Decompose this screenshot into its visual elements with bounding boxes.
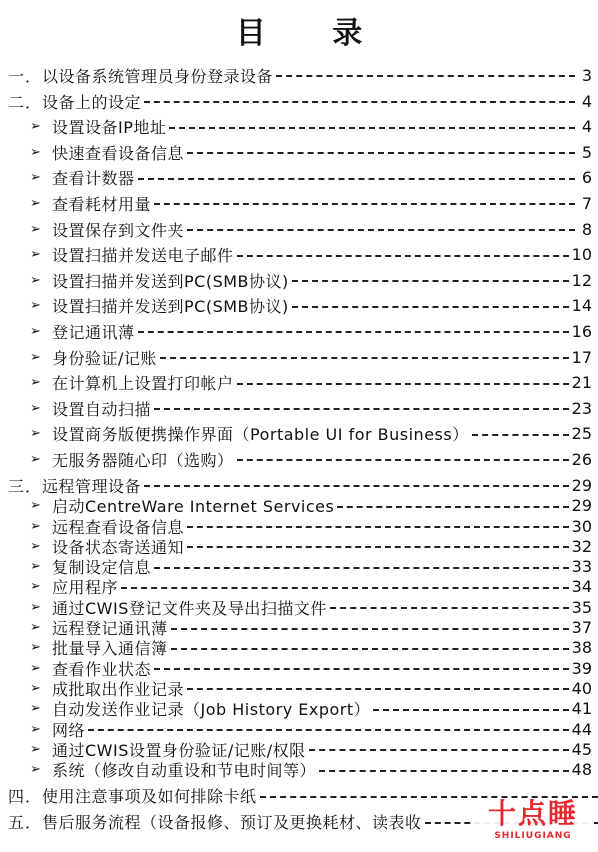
dot-leader bbox=[237, 383, 569, 385]
toc-page-number: 38 bbox=[571, 638, 592, 658]
toc-entry-label: 查看作业状态 bbox=[52, 659, 152, 679]
toc-entry-label: 查看计数器 bbox=[52, 169, 135, 189]
toc-page-number: 29 bbox=[571, 496, 592, 516]
chapter-number: 二． bbox=[8, 92, 43, 112]
toc-page-number: 39 bbox=[571, 658, 592, 678]
bullet-arrow-icon: ➢ bbox=[30, 323, 41, 339]
toc-item-row[interactable] bbox=[0, 218, 598, 240]
toc-page-number: 34 bbox=[571, 577, 592, 597]
dot-leader bbox=[187, 526, 569, 528]
dot-leader bbox=[337, 506, 568, 508]
toc-page-number: 4 bbox=[581, 117, 592, 137]
bullet-arrow-icon: ➢ bbox=[30, 400, 41, 416]
dot-leader bbox=[144, 485, 569, 487]
toc-page-number: 30 bbox=[571, 516, 592, 536]
toc-entry-label: 复制设定信息 bbox=[52, 558, 152, 578]
toc-entry-label: 启动CentreWare Internet Services bbox=[52, 497, 335, 517]
dot-leader bbox=[237, 255, 569, 257]
toc-item-row[interactable] bbox=[0, 320, 598, 342]
toc-item-row[interactable] bbox=[0, 556, 598, 578]
bullet-arrow-icon: ➢ bbox=[30, 701, 41, 717]
toc-page-number: 35 bbox=[571, 597, 592, 617]
toc-item-row[interactable] bbox=[0, 423, 598, 445]
toc-item-row[interactable] bbox=[0, 576, 598, 598]
toc-item-row[interactable] bbox=[0, 269, 598, 291]
toc-page-number: 17 bbox=[571, 347, 592, 367]
toc-page-number: 5 bbox=[581, 142, 592, 162]
toc-entry-label: 设置扫描并发送电子邮件 bbox=[52, 246, 234, 266]
bullet-arrow-icon: ➢ bbox=[30, 349, 41, 365]
toc-item-row[interactable] bbox=[0, 495, 598, 517]
toc-entry-label: 设置商务版便携操作界面（Portable UI for Business） bbox=[52, 425, 469, 445]
toc-page-number: 37 bbox=[571, 618, 592, 637]
toc-item-row[interactable] bbox=[0, 759, 598, 781]
dot-leader bbox=[373, 709, 569, 711]
toc-page-number: 25 bbox=[571, 424, 592, 444]
toc-item-row[interactable] bbox=[0, 244, 598, 266]
chapter-number: 四． bbox=[8, 787, 43, 807]
toc-entry-label: 设置扫描并发送到PC(SMB协议) bbox=[52, 271, 289, 291]
bullet-arrow-icon: ➢ bbox=[30, 272, 41, 288]
toc-entry-label: 网络 bbox=[52, 720, 86, 740]
toc-page-number: 12 bbox=[571, 270, 592, 290]
toc-entry-label: 在计算机上设置打印帐户 bbox=[52, 374, 234, 394]
toc-item-row[interactable] bbox=[0, 738, 598, 760]
toc-page-number: 14 bbox=[571, 296, 592, 316]
dot-leader bbox=[187, 152, 575, 154]
bullet-arrow-icon: ➢ bbox=[30, 680, 41, 696]
toc-entry-label: 批量导入通信簿 bbox=[52, 639, 168, 659]
dot-leader bbox=[319, 770, 569, 772]
toc-item-row[interactable] bbox=[0, 617, 598, 639]
dot-leader bbox=[187, 688, 569, 690]
toc-page-number: 6 bbox=[581, 168, 592, 188]
toc-item-row[interactable] bbox=[0, 515, 598, 537]
toc-entry-label: 查看耗材用量 bbox=[52, 194, 152, 214]
watermark-en-text: SHILIUGIANG bbox=[494, 831, 572, 841]
bullet-arrow-icon: ➢ bbox=[30, 579, 41, 595]
dot-leader bbox=[154, 203, 575, 205]
bullet-arrow-icon: ➢ bbox=[30, 721, 41, 737]
bullet-arrow-icon: ➢ bbox=[30, 195, 41, 211]
toc-item-row[interactable] bbox=[0, 535, 598, 557]
toc-item-row[interactable] bbox=[0, 397, 598, 419]
toc-page-number: 33 bbox=[571, 557, 592, 577]
toc-entry-label: 使用注意事项及如何排除卡纸 bbox=[42, 787, 257, 807]
toc-item-row[interactable] bbox=[0, 657, 598, 679]
chapter-number: 三． bbox=[8, 476, 43, 496]
dot-leader bbox=[169, 127, 575, 129]
bullet-arrow-icon: ➢ bbox=[30, 741, 41, 757]
toc-page-number: 21 bbox=[571, 373, 592, 393]
toc-entry-label: 远程查看设备信息 bbox=[52, 517, 185, 537]
toc-item-row[interactable] bbox=[0, 116, 598, 138]
bullet-arrow-icon: ➢ bbox=[30, 498, 41, 514]
dot-leader bbox=[154, 408, 569, 410]
toc-entry-label: 通过CWIS设置身份验证/记账/权限 bbox=[52, 740, 306, 760]
toc-item-row[interactable] bbox=[0, 718, 598, 740]
watermark-cn-text: 十点睡 bbox=[487, 797, 578, 830]
toc-entry-label: 设置扫描并发送到PC(SMB协议) bbox=[52, 297, 289, 317]
bullet-arrow-icon: ➢ bbox=[30, 144, 41, 160]
bullet-arrow-icon: ➢ bbox=[30, 538, 41, 554]
toc-entry-label: 通过CWIS登记文件夹及导出扫描文件 bbox=[52, 598, 327, 618]
toc-item-row[interactable] bbox=[0, 346, 598, 368]
bullet-arrow-icon: ➢ bbox=[30, 298, 41, 314]
toc-item-row[interactable] bbox=[0, 698, 598, 720]
toc-page-number: 41 bbox=[571, 699, 592, 719]
toc-page-number: 7 bbox=[581, 193, 592, 213]
toc-item-row[interactable] bbox=[0, 192, 598, 214]
toc-page-number: 16 bbox=[571, 321, 592, 341]
toc-entry-label: 设置设备IP地址 bbox=[52, 118, 167, 138]
dot-leader bbox=[154, 668, 569, 670]
toc-page-number: 3 bbox=[581, 65, 592, 85]
dot-leader bbox=[160, 357, 569, 359]
dot-leader bbox=[276, 75, 575, 77]
toc-entry-label: 设备上的设定 bbox=[42, 92, 142, 112]
bullet-arrow-icon: ➢ bbox=[30, 247, 41, 263]
toc-entry-label: 远程登记通讯薄 bbox=[52, 619, 168, 638]
toc-page-number: 23 bbox=[571, 398, 592, 418]
dot-leader bbox=[292, 280, 569, 282]
toc-item-row[interactable] bbox=[0, 167, 598, 189]
toc-chapter-row[interactable] bbox=[0, 90, 598, 112]
dot-leader bbox=[237, 459, 569, 461]
bullet-arrow-icon: ➢ bbox=[30, 599, 41, 615]
toc-item-row[interactable] bbox=[0, 448, 598, 470]
bullet-arrow-icon: ➢ bbox=[30, 640, 41, 656]
dot-leader bbox=[472, 434, 569, 436]
bullet-arrow-icon: ➢ bbox=[30, 221, 41, 237]
toc-entry-label: 无服务器随心印（选购） bbox=[52, 450, 234, 470]
toc-page-number: 29 bbox=[571, 475, 592, 495]
bullet-arrow-icon: ➢ bbox=[30, 375, 41, 391]
toc-item-row[interactable] bbox=[0, 372, 598, 394]
toc-item-row[interactable] bbox=[0, 637, 598, 659]
dot-leader bbox=[171, 648, 569, 650]
chapter-number: 一． bbox=[8, 66, 43, 86]
bullet-arrow-icon: ➢ bbox=[30, 119, 41, 135]
toc-item-row[interactable] bbox=[0, 677, 598, 699]
dot-leader bbox=[187, 546, 569, 548]
bullet-arrow-icon: ➢ bbox=[30, 170, 41, 186]
toc-page-number: 48 bbox=[571, 760, 592, 780]
toc-entry-label: 身份验证/记账 bbox=[52, 348, 157, 368]
watermark-logo bbox=[472, 798, 594, 848]
dot-leader bbox=[144, 101, 575, 103]
toc-entry-label: 设置保存到文件夹 bbox=[52, 220, 185, 240]
bullet-arrow-icon: ➢ bbox=[30, 518, 41, 534]
toc-entry-label: 成批取出作业记录 bbox=[52, 679, 185, 699]
dot-leader bbox=[138, 331, 569, 333]
toc-entry-label: 应用程序 bbox=[52, 578, 119, 598]
bullet-arrow-icon: ➢ bbox=[30, 426, 41, 442]
dot-leader bbox=[309, 749, 569, 751]
bullet-arrow-icon: ➢ bbox=[30, 762, 41, 778]
bullet-arrow-icon: ➢ bbox=[30, 660, 41, 676]
toc-entry-label: 设置自动扫描 bbox=[52, 399, 152, 419]
dot-leader bbox=[330, 607, 569, 609]
chapter-number: 五． bbox=[8, 813, 43, 833]
toc-page-number: 8 bbox=[581, 219, 592, 239]
toc-entry-label: 远程管理设备 bbox=[42, 476, 142, 496]
toc-page-number: 26 bbox=[571, 449, 592, 469]
toc-chapter-row[interactable] bbox=[0, 474, 598, 496]
toc-page-number: 4 bbox=[581, 91, 592, 111]
dot-leader bbox=[154, 567, 569, 569]
bullet-arrow-icon: ➢ bbox=[30, 451, 41, 467]
toc-page-number: 10 bbox=[571, 245, 592, 265]
dot-leader bbox=[292, 306, 569, 308]
dot-leader bbox=[171, 628, 569, 630]
dot-leader bbox=[138, 178, 575, 180]
page-title: 目 录 bbox=[235, 16, 391, 51]
toc-entry-label: 设备状态寄送通知 bbox=[52, 537, 185, 557]
toc-page-number: 32 bbox=[571, 536, 592, 556]
dot-leader bbox=[187, 229, 575, 231]
dot-leader bbox=[121, 587, 569, 589]
bullet-arrow-icon: ➢ bbox=[30, 559, 41, 575]
toc-entry-label: 登记通讯薄 bbox=[52, 322, 135, 342]
toc-chapter-row[interactable] bbox=[0, 64, 598, 86]
toc-entry-label: 快速查看设备信息 bbox=[52, 143, 185, 163]
toc-item-row[interactable] bbox=[0, 295, 598, 317]
toc-entry-label: 自动发送作业记录（Job History Export） bbox=[52, 700, 371, 720]
toc-item-row[interactable] bbox=[0, 141, 598, 163]
toc-entry-label: 以设备系统管理员身份登录设备 bbox=[42, 66, 274, 86]
toc-page-number: 44 bbox=[571, 719, 592, 739]
toc-entry-label: 售后服务流程（设备报修、预订及更换耗材、读表收 bbox=[42, 813, 422, 833]
toc-item-row[interactable] bbox=[0, 596, 598, 618]
toc-page-number: 40 bbox=[571, 678, 592, 698]
toc-entry-label: 系统（修改自动重设和节电时间等） bbox=[52, 761, 317, 781]
toc-page-number: 45 bbox=[571, 739, 592, 759]
dot-leader bbox=[88, 729, 569, 731]
bullet-arrow-icon: ➢ bbox=[30, 620, 41, 635]
